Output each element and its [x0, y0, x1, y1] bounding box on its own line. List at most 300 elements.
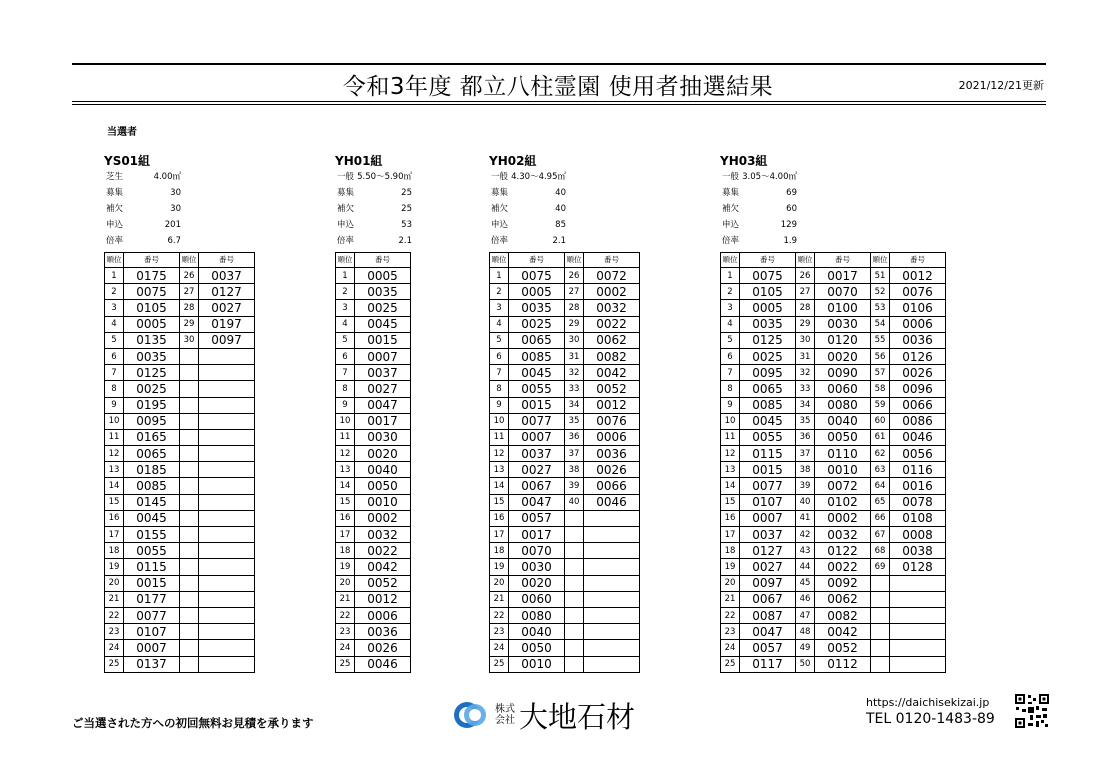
number-cell: 0100	[815, 300, 871, 316]
table-row	[336, 527, 411, 543]
company-logo-icon	[451, 699, 489, 731]
table-row	[490, 559, 640, 575]
number-cell: 0036	[355, 624, 411, 640]
group-type-value: 4.00㎡	[153, 172, 181, 182]
rank-cell: 51	[871, 268, 890, 284]
number-cell: 0125	[124, 365, 180, 381]
group-stat-label: 申込	[722, 220, 740, 230]
table-row	[105, 494, 255, 510]
rank-cell: 67	[871, 527, 890, 543]
table-row	[721, 591, 946, 607]
table-row	[105, 640, 255, 656]
number-cell: 0052	[584, 381, 640, 397]
number-cell: 0026	[355, 640, 411, 656]
title-rule-top	[72, 63, 1046, 65]
header-number: 番号	[509, 253, 565, 268]
number-cell: 0002	[584, 284, 640, 300]
table-row	[336, 348, 411, 364]
header-rank: 順位	[180, 253, 199, 268]
group-stat-value: 85	[555, 220, 566, 230]
table-row	[721, 640, 946, 656]
number-cell: 0082	[815, 607, 871, 623]
number-cell	[199, 640, 255, 656]
group-type-row	[722, 169, 797, 185]
table-row	[336, 429, 411, 445]
number-cell: 0097	[199, 332, 255, 348]
rank-cell: 9	[336, 397, 355, 413]
rank-cell: 9	[721, 397, 740, 413]
group-stat-row	[337, 185, 412, 201]
table-row	[721, 332, 946, 348]
rank-cell	[565, 559, 584, 575]
group-stat-value: 69	[786, 188, 797, 198]
number-cell: 0010	[815, 462, 871, 478]
table-row	[721, 365, 946, 381]
number-cell	[199, 348, 255, 364]
number-cell: 0060	[815, 381, 871, 397]
header-rank: 順位	[336, 253, 355, 268]
group-type-row	[337, 169, 412, 185]
rank-cell	[180, 591, 199, 607]
rank-cell: 27	[180, 284, 199, 300]
rank-cell	[180, 446, 199, 462]
rank-cell: 20	[490, 575, 509, 591]
number-cell: 0127	[199, 284, 255, 300]
table-row	[105, 348, 255, 364]
table-row	[336, 381, 411, 397]
rank-cell	[871, 656, 890, 672]
rank-cell: 33	[796, 381, 815, 397]
rank-cell: 33	[565, 381, 584, 397]
title-rule-bottom	[72, 101, 1046, 102]
rank-cell: 53	[871, 300, 890, 316]
rank-cell: 21	[490, 591, 509, 607]
group-stat-row	[337, 201, 412, 217]
group-block	[722, 153, 797, 249]
table-row	[336, 607, 411, 623]
number-cell	[199, 656, 255, 672]
number-cell: 0105	[740, 284, 796, 300]
number-cell: 0037	[355, 365, 411, 381]
header-number: 番号	[584, 253, 640, 268]
rank-cell: 37	[565, 446, 584, 462]
number-cell: 0050	[355, 478, 411, 494]
number-cell: 0077	[124, 607, 180, 623]
number-cell: 0076	[890, 284, 946, 300]
rank-cell: 11	[336, 429, 355, 445]
rank-cell	[180, 640, 199, 656]
rank-cell: 29	[796, 316, 815, 332]
number-cell: 0066	[584, 478, 640, 494]
rank-cell: 65	[871, 494, 890, 510]
number-cell	[199, 365, 255, 381]
number-cell: 0055	[124, 543, 180, 559]
table-header-row	[490, 253, 640, 268]
rank-cell: 26	[180, 268, 199, 284]
number-cell: 0026	[890, 365, 946, 381]
page-title: 令和3年度 都立八柱霊園 使用者抽選結果	[342, 74, 774, 100]
rank-cell	[565, 656, 584, 672]
number-cell: 0035	[740, 316, 796, 332]
rank-cell	[180, 510, 199, 526]
rank-cell: 17	[721, 527, 740, 543]
header-rank: 順位	[796, 253, 815, 268]
number-cell	[199, 527, 255, 543]
table-row	[721, 527, 946, 543]
number-cell	[584, 543, 640, 559]
number-cell: 0185	[124, 462, 180, 478]
group-stat-label: 倍率	[491, 236, 509, 246]
table-row	[336, 656, 411, 672]
rank-cell: 24	[721, 640, 740, 656]
table-row	[105, 575, 255, 591]
number-cell: 0005	[740, 300, 796, 316]
rank-cell: 3	[105, 300, 124, 316]
table-row	[105, 510, 255, 526]
rank-cell: 14	[721, 478, 740, 494]
rank-cell	[180, 365, 199, 381]
number-cell	[584, 607, 640, 623]
table-header-row	[336, 253, 411, 268]
rank-cell: 7	[490, 365, 509, 381]
number-cell: 0035	[355, 284, 411, 300]
rank-cell: 6	[490, 348, 509, 364]
rank-cell: 35	[796, 413, 815, 429]
rank-cell	[180, 397, 199, 413]
rank-cell	[565, 624, 584, 640]
table-row	[336, 462, 411, 478]
number-cell: 0047	[740, 624, 796, 640]
number-cell: 0025	[509, 316, 565, 332]
number-cell: 0045	[509, 365, 565, 381]
group-type-value: 3.05～4.00㎡	[742, 172, 797, 182]
number-cell: 0030	[355, 429, 411, 445]
rank-cell: 16	[105, 510, 124, 526]
rank-cell: 24	[105, 640, 124, 656]
number-cell: 0052	[815, 640, 871, 656]
rank-cell	[180, 559, 199, 575]
number-cell: 0165	[124, 429, 180, 445]
group-stat-row	[722, 233, 797, 249]
number-cell	[890, 591, 946, 607]
number-cell: 0017	[815, 268, 871, 284]
table-row	[105, 624, 255, 640]
rank-cell: 13	[336, 462, 355, 478]
number-cell: 0045	[355, 316, 411, 332]
rank-cell: 3	[490, 300, 509, 316]
number-cell: 0007	[124, 640, 180, 656]
table-row	[105, 381, 255, 397]
number-cell: 0038	[890, 543, 946, 559]
rank-cell: 22	[105, 607, 124, 623]
number-cell: 0027	[509, 462, 565, 478]
table-row	[105, 527, 255, 543]
number-cell: 0008	[890, 527, 946, 543]
rank-cell	[180, 429, 199, 445]
number-cell: 0076	[584, 413, 640, 429]
rank-cell: 26	[565, 268, 584, 284]
rank-cell: 62	[871, 446, 890, 462]
number-cell: 0070	[509, 543, 565, 559]
rank-cell: 5	[336, 332, 355, 348]
number-cell: 0102	[815, 494, 871, 510]
group-stat-label: 申込	[106, 220, 124, 230]
header-number: 番号	[740, 253, 796, 268]
rank-cell: 60	[871, 413, 890, 429]
company-logo	[451, 697, 635, 733]
number-cell: 0095	[124, 413, 180, 429]
number-cell: 0197	[199, 316, 255, 332]
table-row	[105, 607, 255, 623]
rank-cell: 30	[565, 332, 584, 348]
company-tel[interactable]: TEL 0120-1483-89	[866, 711, 995, 727]
number-cell: 0006	[355, 607, 411, 623]
group-stat-label: 補欠	[722, 204, 740, 214]
table-row	[336, 446, 411, 462]
group-stat-value: 30	[170, 188, 181, 198]
rank-cell: 15	[490, 494, 509, 510]
table-row	[721, 559, 946, 575]
rank-cell: 2	[721, 284, 740, 300]
rank-cell: 22	[490, 607, 509, 623]
table-row	[336, 300, 411, 316]
rank-cell: 16	[721, 510, 740, 526]
rank-cell: 16	[336, 510, 355, 526]
rank-cell: 4	[490, 316, 509, 332]
rank-cell: 15	[721, 494, 740, 510]
number-cell: 0037	[199, 268, 255, 284]
rank-cell: 56	[871, 348, 890, 364]
number-cell: 0087	[740, 607, 796, 623]
table-row	[105, 284, 255, 300]
group-stat-label: 募集	[722, 188, 740, 198]
number-cell: 0002	[355, 510, 411, 526]
company-url[interactable]: https://daichisekizai.jp	[866, 696, 990, 709]
table-row	[721, 348, 946, 364]
number-cell	[199, 559, 255, 575]
rank-cell: 37	[796, 446, 815, 462]
group-stat-row	[722, 217, 797, 233]
table-row	[721, 494, 946, 510]
number-cell	[890, 640, 946, 656]
table-row	[105, 300, 255, 316]
table-row	[336, 494, 411, 510]
header-number: 番号	[890, 253, 946, 268]
number-cell: 0032	[815, 527, 871, 543]
rank-cell: 32	[796, 365, 815, 381]
result-table	[104, 252, 255, 673]
table-row	[721, 397, 946, 413]
table-row	[336, 543, 411, 559]
table-row	[105, 397, 255, 413]
number-cell: 0042	[815, 624, 871, 640]
number-cell: 0085	[509, 348, 565, 364]
number-cell: 0107	[740, 494, 796, 510]
number-cell: 0127	[740, 543, 796, 559]
table-row	[336, 316, 411, 332]
number-cell: 0085	[124, 478, 180, 494]
result-table	[720, 252, 946, 673]
rank-cell	[871, 640, 890, 656]
number-cell: 0005	[124, 316, 180, 332]
group-name: YH03組	[720, 154, 768, 168]
rank-cell: 39	[565, 478, 584, 494]
group-stat-row	[491, 233, 566, 249]
number-cell	[584, 559, 640, 575]
number-cell: 0055	[740, 429, 796, 445]
number-cell: 0065	[740, 381, 796, 397]
rank-cell: 57	[871, 365, 890, 381]
number-cell	[199, 446, 255, 462]
number-cell: 0007	[509, 429, 565, 445]
rank-cell: 2	[490, 284, 509, 300]
qr-code-icon[interactable]	[1014, 693, 1050, 729]
rank-cell: 10	[490, 413, 509, 429]
number-cell: 0060	[509, 591, 565, 607]
group-type-label: 一般	[491, 172, 509, 182]
rank-cell	[180, 656, 199, 672]
rank-cell: 49	[796, 640, 815, 656]
number-cell: 0047	[355, 397, 411, 413]
rank-cell: 5	[105, 332, 124, 348]
group-type-row	[491, 169, 566, 185]
rank-cell	[180, 413, 199, 429]
rank-cell: 31	[565, 348, 584, 364]
number-cell: 0042	[355, 559, 411, 575]
number-cell: 0040	[355, 462, 411, 478]
number-cell: 0126	[890, 348, 946, 364]
rank-cell: 36	[565, 429, 584, 445]
number-cell: 0045	[124, 510, 180, 526]
rank-cell: 17	[490, 527, 509, 543]
rank-cell: 25	[490, 656, 509, 672]
number-cell: 0175	[124, 268, 180, 284]
number-cell: 0112	[815, 656, 871, 672]
rank-cell: 1	[105, 268, 124, 284]
rank-cell: 59	[871, 397, 890, 413]
number-cell	[199, 413, 255, 429]
rank-cell: 23	[105, 624, 124, 640]
table-row	[336, 365, 411, 381]
number-cell: 0177	[124, 591, 180, 607]
table-row	[336, 575, 411, 591]
rank-cell	[180, 575, 199, 591]
number-cell: 0077	[509, 413, 565, 429]
number-cell: 0037	[740, 527, 796, 543]
rank-cell: 63	[871, 462, 890, 478]
table-row	[721, 316, 946, 332]
number-cell: 0035	[124, 348, 180, 364]
table-row	[490, 446, 640, 462]
group-stat-label: 申込	[491, 220, 509, 230]
number-cell: 0025	[124, 381, 180, 397]
rank-cell: 25	[721, 656, 740, 672]
group-name: YH01組	[335, 154, 383, 168]
table-row	[336, 478, 411, 494]
group-block	[337, 153, 412, 249]
title-rule-bottom-double	[72, 104, 1046, 105]
rank-cell: 13	[490, 462, 509, 478]
number-cell: 0032	[584, 300, 640, 316]
number-cell: 0042	[584, 365, 640, 381]
rank-cell: 20	[336, 575, 355, 591]
number-cell	[584, 624, 640, 640]
group-stat-label: 補欠	[491, 204, 509, 214]
table-row	[105, 429, 255, 445]
table-row	[105, 316, 255, 332]
number-cell: 0080	[509, 607, 565, 623]
number-cell	[199, 543, 255, 559]
rank-cell: 52	[871, 284, 890, 300]
number-cell: 0096	[890, 381, 946, 397]
number-cell	[890, 624, 946, 640]
rank-cell: 14	[105, 478, 124, 494]
number-cell: 0097	[740, 575, 796, 591]
number-cell	[199, 575, 255, 591]
rank-cell: 1	[721, 268, 740, 284]
rank-cell: 54	[871, 316, 890, 332]
number-cell: 0032	[355, 527, 411, 543]
number-cell: 0040	[815, 413, 871, 429]
number-cell: 0050	[509, 640, 565, 656]
number-cell: 0122	[815, 543, 871, 559]
rank-cell: 47	[796, 607, 815, 623]
rank-cell: 61	[871, 429, 890, 445]
rank-cell: 18	[490, 543, 509, 559]
table-row	[490, 494, 640, 510]
number-cell: 0030	[509, 559, 565, 575]
number-cell: 0035	[509, 300, 565, 316]
rank-cell: 20	[105, 575, 124, 591]
rank-cell: 15	[336, 494, 355, 510]
rank-cell	[180, 478, 199, 494]
group-stat-row	[106, 201, 181, 217]
number-cell: 0066	[890, 397, 946, 413]
number-cell	[199, 462, 255, 478]
table-row	[721, 543, 946, 559]
rank-cell: 55	[871, 332, 890, 348]
rank-cell: 4	[336, 316, 355, 332]
rank-cell: 10	[721, 413, 740, 429]
table-row	[490, 397, 640, 413]
table-row	[490, 348, 640, 364]
group-type-row	[106, 169, 181, 185]
number-cell: 0082	[584, 348, 640, 364]
number-cell	[584, 591, 640, 607]
rank-cell: 39	[796, 478, 815, 494]
rank-cell: 58	[871, 381, 890, 397]
rank-cell: 13	[721, 462, 740, 478]
rank-cell: 66	[871, 510, 890, 526]
number-cell: 0015	[124, 575, 180, 591]
group-stat-label: 倍率	[106, 236, 124, 246]
table-row	[105, 332, 255, 348]
group-stat-value: 2.1	[552, 236, 566, 246]
group-stat-label: 倍率	[722, 236, 740, 246]
number-cell: 0120	[815, 332, 871, 348]
rank-cell: 20	[721, 575, 740, 591]
table-row	[336, 268, 411, 284]
number-cell: 0107	[124, 624, 180, 640]
footer-note: ご当選された方への初回無料お見積を承ります	[72, 716, 314, 730]
table-row	[490, 429, 640, 445]
number-cell: 0078	[890, 494, 946, 510]
rank-cell: 23	[490, 624, 509, 640]
rank-cell: 22	[336, 607, 355, 623]
number-cell	[199, 591, 255, 607]
number-cell: 0040	[509, 624, 565, 640]
number-cell: 0017	[509, 527, 565, 543]
